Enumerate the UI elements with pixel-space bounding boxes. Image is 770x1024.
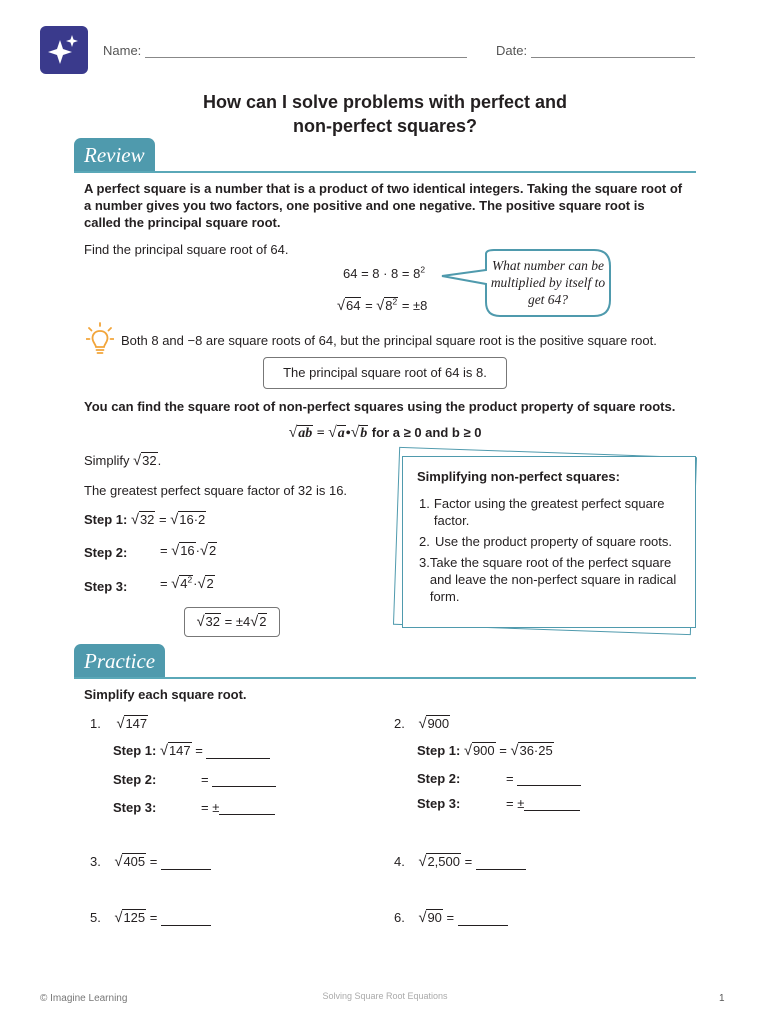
sidebar-item-text: Factor using the greatest perfect square factor. (433, 496, 665, 528)
name-field[interactable] (103, 43, 467, 58)
problem-3-number: 3. (90, 854, 101, 869)
problem-2-radicand: 900 (427, 716, 450, 731)
speech-bubble-text: What number can be multiplied by itself to get 64? (490, 258, 606, 307)
eq1-exponent: 2 (420, 264, 426, 275)
step-2-rhs: 16 (180, 543, 195, 558)
sidebar-item: 1. Factor using the greatest perfect square factor. (419, 495, 685, 529)
practice-instruction: Simplify each square root. (84, 687, 247, 702)
result-box: √32 = ±4√2 (184, 607, 280, 637)
problem-1-step-3 (201, 800, 275, 815)
problem-5-eq: = (146, 910, 161, 925)
p2-step-2-answer[interactable] (517, 772, 581, 786)
problem-3: 3. √405 = (90, 854, 211, 870)
problem-6-answer[interactable] (458, 912, 508, 926)
problem-2-step-3 (506, 796, 580, 811)
principal-root-box (263, 357, 507, 389)
p2-step-3-eq: = ± (506, 796, 525, 811)
definition-text: A perfect square is a number that is a product of two identical integers. Taking the square root of a number gives you two factors, one positive and one negative. The positive square root is called the principal square root. (84, 181, 683, 230)
result-lhs: 32 (205, 614, 221, 629)
problem-5-radicand: 125 (123, 910, 146, 925)
example-step-3: = $√4^2\cdot√2$ (160, 574, 214, 592)
date-field[interactable] (496, 43, 695, 58)
sidebar-item: 3. Take the square root of the perfect square and leave the non-perfect square in radical form. (419, 554, 685, 605)
p2-step-3-answer[interactable] (524, 797, 580, 811)
sidebar-box (402, 456, 696, 628)
equation-1 (343, 266, 425, 281)
example-step-1: Step 1: √32 = √16·2 (84, 512, 206, 528)
product-rule: √ab = √a•√b for a ≥ 0 and b ≥ 0 (288, 424, 482, 441)
step-3-dot: · (193, 576, 198, 591)
p1-step-2-answer[interactable] (212, 773, 276, 787)
p1-step-3-label: Step 3: (113, 800, 157, 815)
eq2-mid: = (361, 298, 377, 313)
date-label: Date: (496, 43, 528, 58)
eq2-end: = ±8 (398, 298, 428, 313)
sidebar-item-text: Use the product property of square roots. (435, 534, 673, 549)
practice-divider (74, 677, 696, 679)
problem-3-answer[interactable] (161, 856, 211, 870)
p2-step-1-radicand: 900 (472, 743, 495, 758)
product-rule-intro: You can find the square root of non-perfect squares using the product property of square roots. (84, 399, 676, 414)
rule-dot: • (345, 426, 351, 441)
rule-lhs: ab (298, 426, 313, 441)
problem-6-radicand: 90 (427, 910, 442, 925)
eq1-text: 64 = 8 · 8 = 8 (343, 266, 421, 281)
problem-5: 5. √125 = (90, 910, 211, 926)
result-mid: = ±4 (221, 614, 251, 629)
p1-step-1-radicand: 147 (168, 743, 191, 758)
p1-step-1-label: Step 1: (113, 743, 157, 758)
simplify-end: . (157, 453, 162, 468)
step-3-exponent: 2 (187, 574, 193, 585)
eq2-radicand-a: 64 (345, 298, 361, 313)
problem-6: 6. √90 = (394, 910, 508, 926)
simplify-prompt: Simplify √32. (84, 453, 162, 469)
problem-4-radicand: 2,500 (427, 854, 460, 869)
logo (40, 26, 88, 74)
problem-4-eq: = (461, 854, 476, 869)
step-1-rhs: 16·2 (179, 512, 206, 527)
eq2-radicand-b: 8 (385, 298, 393, 313)
simplify-radicand: 32 (142, 453, 157, 468)
sidebar-title: Simplifying non-perfect squares: (417, 469, 620, 484)
step-3-mid: = (160, 576, 172, 591)
problem-2-step-2 (506, 771, 581, 786)
problem-2: 2. √900 (394, 716, 450, 732)
p1-step-1-eq: = (191, 743, 207, 758)
example-step-2: = √16·√2 (160, 543, 217, 559)
review-divider (74, 171, 696, 173)
problem-1-number: 1. (90, 716, 101, 731)
step-3-rhs-2: 2 (206, 576, 214, 591)
result-rhs: 2 (259, 614, 267, 629)
title-line-2: non-perfect squares? (292, 116, 478, 136)
problem-3-radicand: 405 (123, 854, 146, 869)
step-1-label: Step 1: (84, 512, 128, 527)
p2-step-1-eq: = (495, 743, 511, 758)
step-3-rhs: 4 (180, 576, 188, 591)
sidebar-item: 2. Use the product property of square roots. (419, 534, 673, 549)
p2-step-3-label: Step 3: (417, 796, 461, 811)
sidebar-item-text: Take the square root of the perfect square and leave the non-perfect square in radical form. (429, 555, 677, 604)
p1-step-2-label: Step 2: (113, 772, 157, 787)
step-2-rhs-2: 2 (209, 543, 217, 558)
principal-root-text: The principal square root of 64 is 8. (283, 365, 487, 380)
problem-1-step-2 (201, 772, 276, 787)
problem-2-step-1: Step 1: √900 = √36·25 (417, 743, 553, 759)
lightbulb-icon (86, 322, 114, 358)
step-3-label: Step 3: (84, 579, 128, 594)
p1-step-2-eq: = (201, 772, 209, 787)
p1-step-3-answer[interactable] (219, 801, 275, 815)
review-tab: Review (74, 138, 155, 171)
rule-equals: = (316, 426, 325, 441)
problem-4-number: 4. (394, 854, 405, 869)
page-title (0, 90, 770, 138)
rule-r1: a (337, 426, 345, 441)
rule-r2: b (360, 426, 368, 441)
problem-1-radicand: 147 (125, 716, 148, 731)
name-label: Name: (103, 43, 142, 58)
problem-1-step-1: Step 1: √147 = (113, 743, 270, 759)
problem-2-number: 2. (394, 716, 405, 731)
gpf-text: The greatest perfect square factor of 32 is 16. (84, 483, 348, 498)
simplify-label: Simplify (84, 453, 134, 468)
practice-tab: Practice (74, 644, 165, 677)
name-blank[interactable] (145, 44, 467, 58)
p2-step-2-eq: = (506, 771, 514, 786)
problem-5-number: 5. (90, 910, 101, 925)
p2-step-1-label: Step 1: (417, 743, 461, 758)
title-line-1: How can I solve problems with perfect and (202, 92, 568, 112)
sidebar-list (419, 495, 685, 605)
problem-3-eq: = (146, 854, 161, 869)
problem-4: 4. √2,500 = (394, 854, 526, 870)
tip-text: Both 8 and −8 are square roots of 64, but the principal square root is the positive square root. (121, 333, 657, 348)
eq2-exponent: 2 (392, 296, 398, 307)
footer-copyright: © Imagine Learning (40, 993, 128, 1004)
date-blank[interactable] (531, 44, 695, 58)
p1-step-3-eq: = ± (201, 800, 220, 815)
step-1-lhs: 32 (139, 512, 155, 527)
step-2-dot: · (195, 543, 201, 558)
sparkle-icon (40, 26, 88, 74)
problem-6-number: 6. (394, 910, 405, 925)
p1-step-1-answer[interactable] (206, 745, 270, 759)
page-number: 1 (719, 993, 725, 1004)
problem-1: 1. √147 (90, 716, 148, 732)
step-1-mid: = (155, 512, 171, 527)
rule-condition: for a ≥ 0 and b ≥ 0 (371, 425, 482, 440)
p2-step-2-label: Step 2: (417, 771, 461, 786)
problem-6-eq: = (442, 910, 458, 925)
equation-2: $√64 = √8^2 = \pm 8$ (337, 296, 428, 314)
p2-step-1-radicand-2: 36·25 (519, 743, 553, 758)
problem-5-answer[interactable] (161, 912, 211, 926)
find-prompt: Find the principal square root of 64. (84, 242, 289, 257)
footer-title: Solving Square Root Equations (322, 991, 448, 1001)
step-2-mid: = (160, 543, 172, 558)
problem-4-answer[interactable] (476, 856, 526, 870)
step-2-label: Step 2: (84, 545, 128, 560)
